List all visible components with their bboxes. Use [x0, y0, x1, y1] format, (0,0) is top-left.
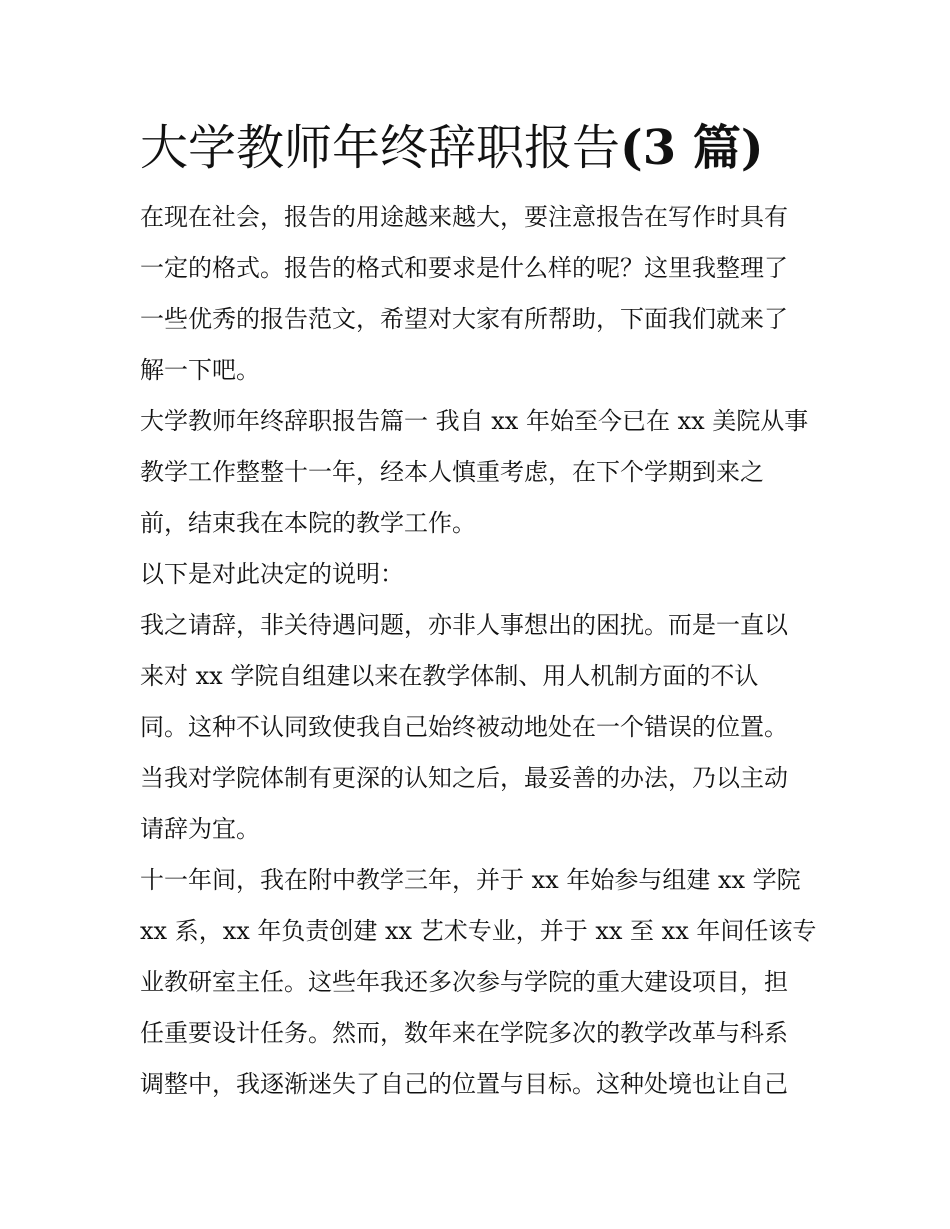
- text-line: 当我对学院体制有更深的认知之后，最妥善的办法，乃以主动: [140, 764, 788, 792]
- title-main: 大学教师年终辞职报告: [140, 120, 621, 176]
- title-suffix: (3 篇): [620, 120, 764, 176]
- text-line: 前，结束我在本院的教学工作。: [140, 509, 476, 537]
- document-body: [140, 192, 820, 1110]
- text-line: 我之请辞，非关待遇问题，亦非人事想出的困扰。而是一直以: [140, 611, 788, 639]
- text-line: 一定的格式。报告的格式和要求是什么样的呢？这里我整理了: [140, 254, 788, 282]
- text-line: 一些优秀的报告范文，希望对大家有所帮助，下面我们就来了: [140, 305, 788, 333]
- text-line: 大学教师年终辞职报告篇一 我自 xx 年始至今已在 xx 美院从事: [140, 407, 809, 435]
- text-line: 以下是对此决定的说明：: [140, 560, 404, 588]
- text-line: 在现在社会，报告的用途越来越大，要注意报告在写作时具有: [140, 203, 788, 231]
- text-line: 来对 xx 学院自组建以来在教学体制、用人机制方面的不认: [140, 662, 759, 690]
- text-line: 同。这种不认同致使我自己始终被动地处在一个错误的位置。: [140, 713, 788, 741]
- text-line: 调整中，我逐渐迷失了自己的位置与目标。这种处境也让自己: [140, 1070, 788, 1098]
- text-line: 请辞为宜。: [140, 815, 260, 843]
- text-line: xx 系，xx 年负责创建 xx 艺术专业，并于 xx 至 xx 年间任该专: [140, 917, 817, 945]
- text-line: 十一年间，我在附中教学三年，并于 xx 年始参与组建 xx 学院: [140, 866, 801, 894]
- text-line: 业教研室主任。这些年我还多次参与学院的重大建设项目，担: [140, 968, 788, 996]
- text-line: 任重要设计任务。然而，数年来在学院多次的教学改革与科系: [140, 1019, 788, 1047]
- page-title: [140, 112, 820, 184]
- text-line: 解一下吧。: [140, 356, 260, 384]
- text-line: 教学工作整整十一年，经本人慎重考虑，在下个学期到来之: [140, 458, 764, 486]
- document-page: [140, 112, 820, 1110]
